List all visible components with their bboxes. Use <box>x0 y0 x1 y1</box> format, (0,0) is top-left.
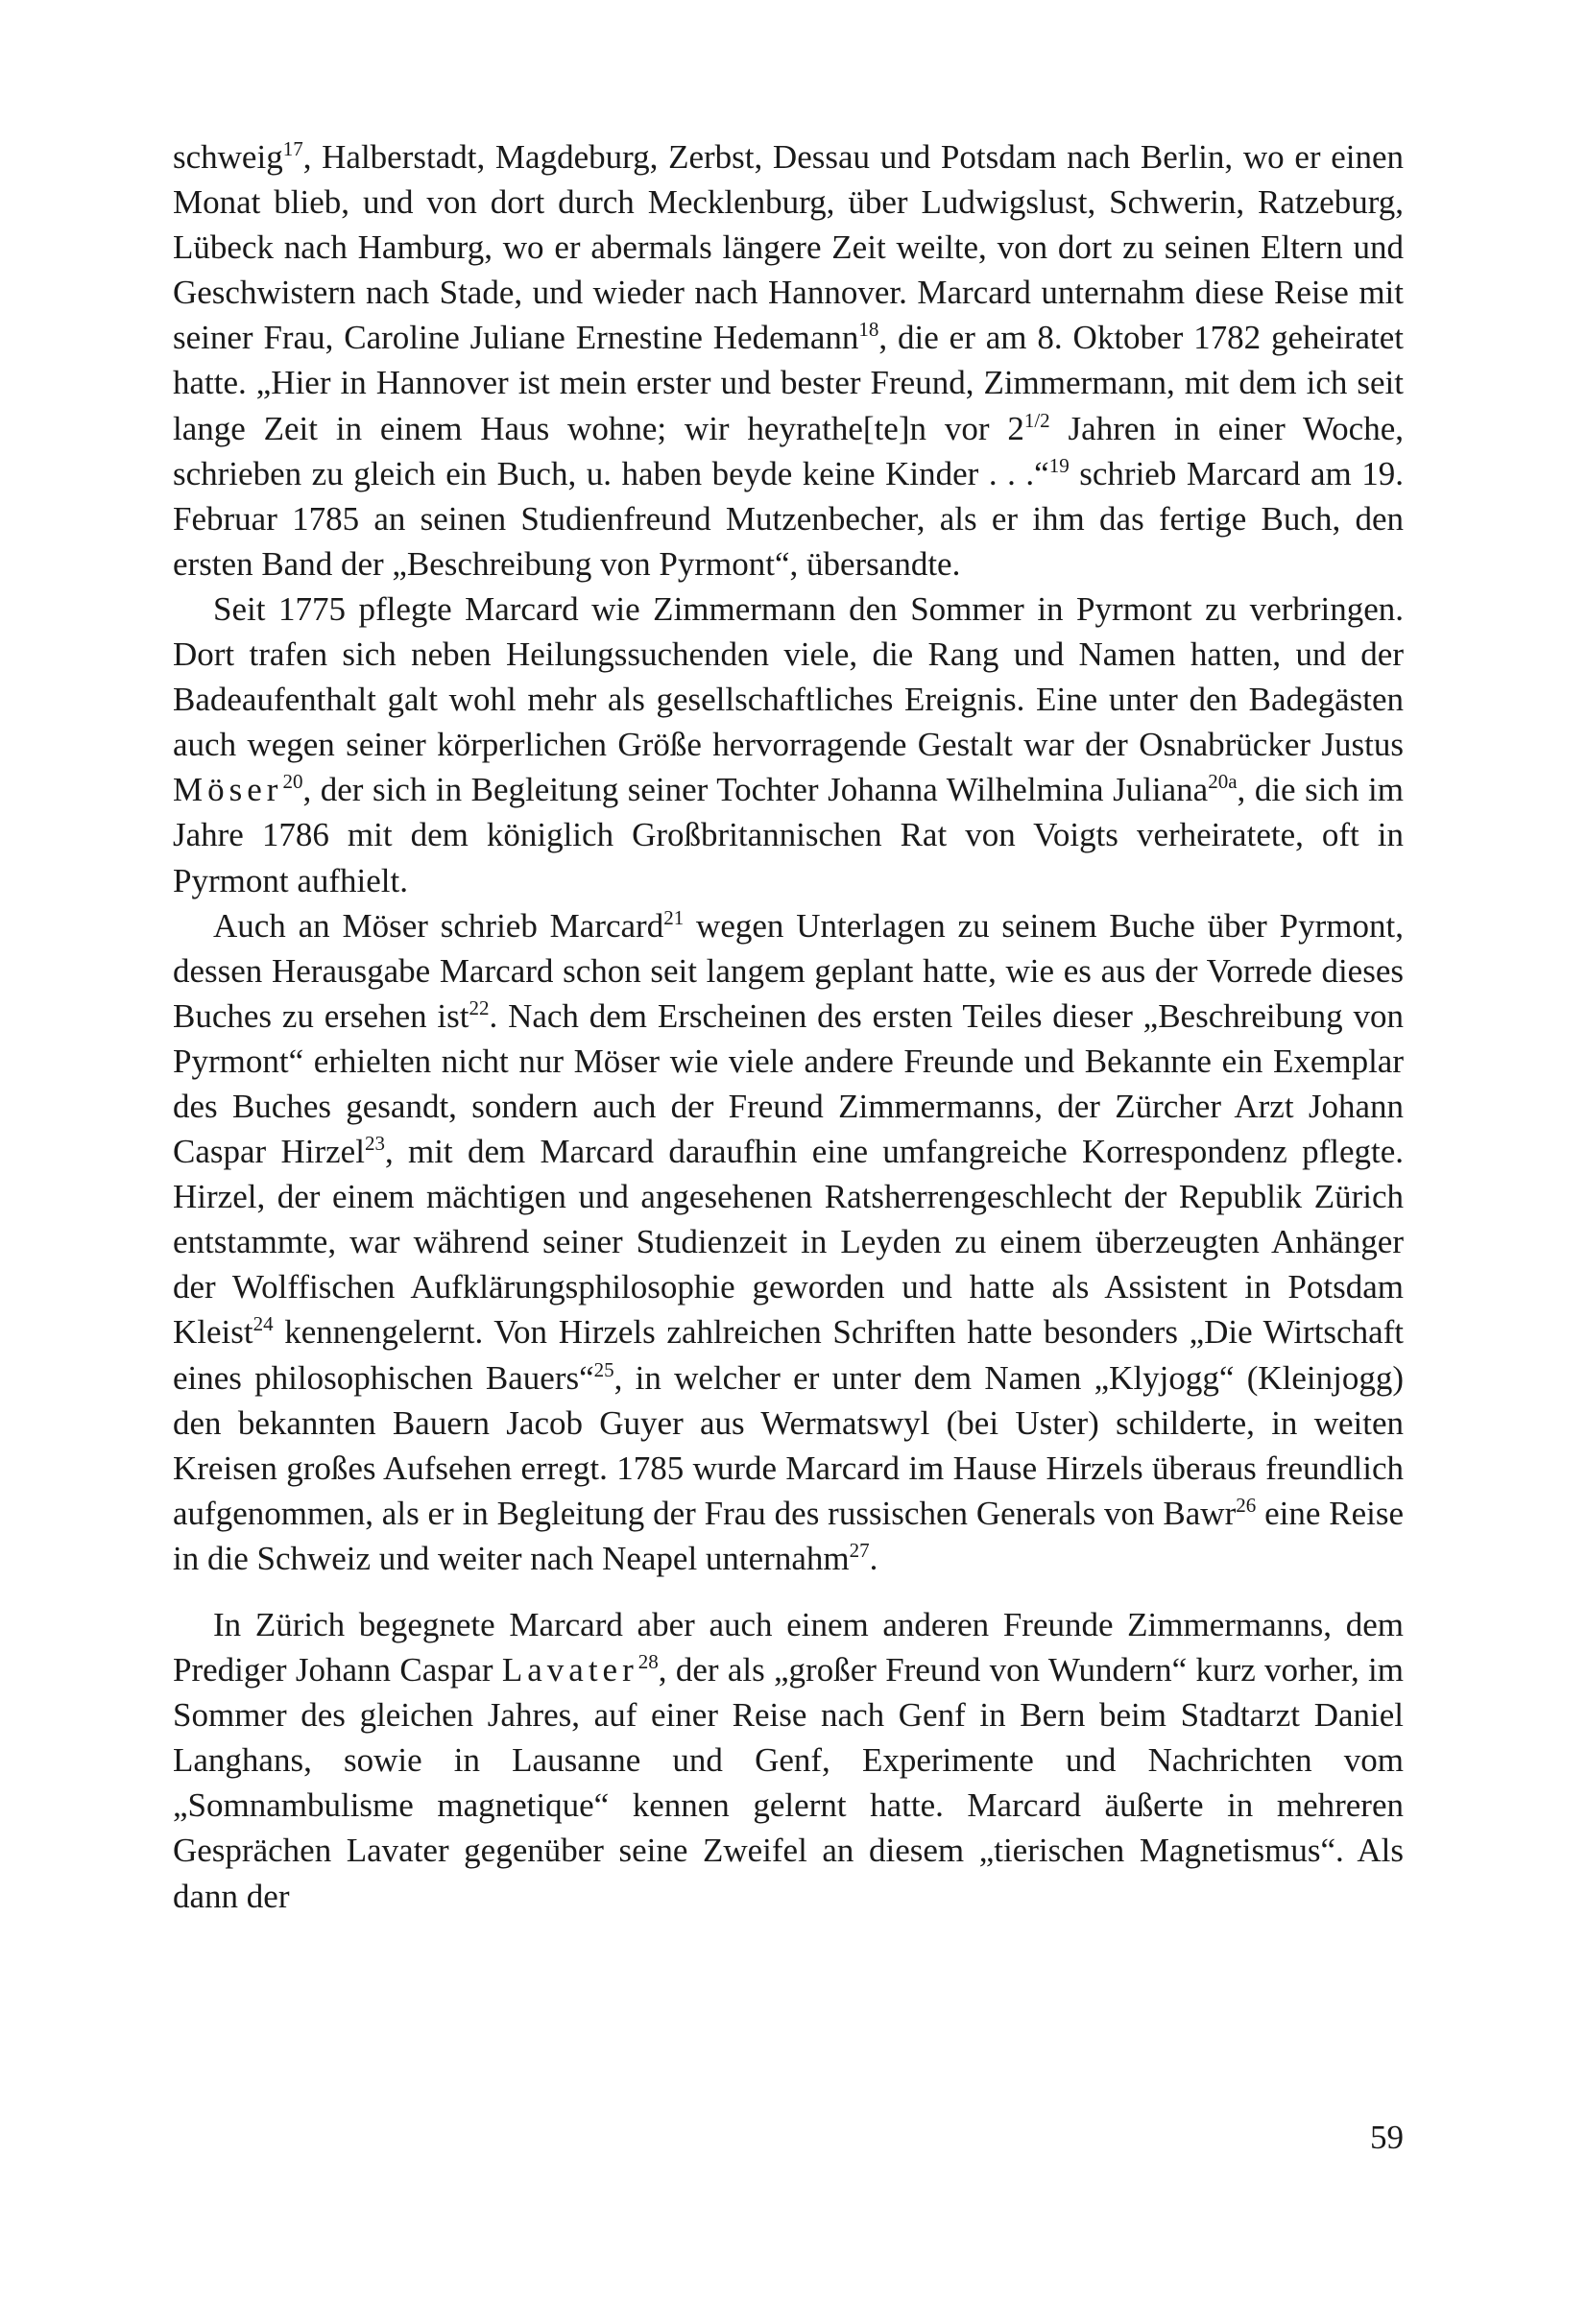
paragraph <box>173 134 1404 587</box>
text-run: kennengelernt. Von Hirzels zahlreichen Schriften hatte besonders „Die Wirtschaft eines philosophischen Bauers“ <box>173 1313 1404 1397</box>
footnote-ref: 23 <box>364 1132 385 1156</box>
footnote-ref: 28 <box>637 1650 659 1674</box>
footnote-ref: 19 <box>1048 453 1070 477</box>
footnote-ref: 24 <box>252 1312 274 1336</box>
text-run: In Zürich begegnete Marcard aber auch einem anderen Freunde Zimmermanns, dem Prediger Johann Caspar <box>173 1606 1404 1689</box>
text-run: , die sich im Jahre 1786 mit dem königlich Großbritannischen Rat von Voigts verheiratete, oft in Pyrmont aufhielt. <box>173 771 1404 899</box>
footnote-ref: 27 <box>849 1538 870 1562</box>
footnote-ref: 25 <box>593 1357 614 1381</box>
paragraph <box>173 903 1404 1581</box>
text-run: . <box>869 1539 878 1577</box>
text-run: . Nach dem Erscheinen des ersten Teiles dieser „Beschreibung von Pyrmont“ erhielten nicht nur Möser wie viele andere Freunde und Bekannte ein Exemplar des Buches gesandt, sondern auch der Freund Zimmermanns, der Zürcher Arzt Johann Caspar Hirzel <box>173 996 1404 1171</box>
text-run: , mit dem Marcard daraufhin eine umfangreiche Korrespondenz pflegte. Hirzel, der einem mächtigen und angesehenen Ratsherrengeschlecht der Republik Zürich entstammte, war während seiner Studienzeit in Leyden zu einem überzeugten Anhänger der Wolffischen Aufklärungsphilosophie geworden und hatte als Assistent in Potsdam Kleist <box>173 1133 1405 1352</box>
text-run: , der sich in Begleitung seiner Tochter Johanna Wilhelmina Juliana <box>302 771 1209 809</box>
text-run: wegen Unterlagen zu seinem Buche über Pyrmont, dessen Herausgabe Marcard schon seit langem geplant hatte, wie es aus der Vorrede dieses Buches zu ersehen ist <box>173 906 1404 1035</box>
spaced-name: Möser <box>173 771 283 809</box>
footnote-ref: 20 <box>282 770 303 794</box>
footnote-ref: 22 <box>469 995 490 1019</box>
text-run: , Halberstadt, Magdeburg, Zerbst, Dessau und Potsdam nach Berlin, wo er einen Monat blieb, und von dort durch Mecklenburg, über Ludwigslust, Schwerin, Ratzeburg, Lübeck nach Hamburg, wo er abermals längere Zeit weilte, von dort zu seinen Eltern und Geschwistern nach Stade, und wieder nach Hannover. Marcard unternahm diese Reise mit seiner Frau, Caroline Juliane Ernestine Hedemann <box>173 138 1404 357</box>
page-number: 59 <box>1370 2119 1404 2156</box>
footnote-ref: 21 <box>663 905 685 929</box>
footnote-ref: 20a <box>1208 770 1238 794</box>
footnote-ref: 17 <box>282 137 303 160</box>
footnote-ref: 1/2 <box>1023 408 1050 432</box>
text-run: , in welcher er unter dem Namen „Klyjogg“ (Kleinjogg) den bekannten Bauern Jacob Guyer aus Wermatswyl (bei Uster) schilderte, in weiten Kreisen großes Aufsehen erregt. 1785 wurde Marcard im Hause Hirzels überaus freundlich aufgenommen, als er in Begleitung der Frau des russischen Generals von Bawr <box>173 1358 1404 1532</box>
text-run: , der als „großer Freund von Wundern“ kurz vorher, im Sommer des gleichen Jahres, auf einer Reise nach Genf in Bern beim Stadtarzt Daniel Langhans, sowie in Lausanne und Genf, Experimente und Nachrichten vom „Somnambulisme magnetique“ kennen gelernt hatte. Marcard äußerte in mehreren Gesprächen Lavater gegenüber seine Zweifel an diesem „tierischen Magnetismus“. Als dann der <box>173 1651 1404 1915</box>
paragraph <box>173 587 1404 903</box>
footnote-ref: 18 <box>858 318 879 342</box>
text-run: Seit 1775 pflegte Marcard wie Zimmermann den Sommer in Pyrmont zu verbringen. Dort trafen sich neben Heilungssuchenden viele, die Rang und Namen hatten, und der Badeaufenthalt galt wohl mehr als gesellschaftliches Ereignis. Eine unter den Badegästen auch wegen seiner körperlichen Größe hervorragende Gestalt war der Osnabrücker Justus <box>173 589 1404 764</box>
text-run: schrieb Marcard am 19. Februar 1785 an seinen Studienfreund Mutzenbecher, als er ihm das fertige Buch, den ersten Band der „Beschreibung von Pyrmont“, übersandte. <box>173 454 1404 583</box>
text-run: Jahren in einer Woche, schrieben zu gleich ein Buch, u. haben beyde keine Kinder . . .“ <box>173 409 1405 492</box>
text-run: schweig <box>173 138 283 176</box>
text-run: eine Reise in die Schweiz und weiter nach Neapel unternahm <box>173 1494 1404 1577</box>
footnote-ref: 26 <box>1236 1493 1257 1517</box>
book-page <box>173 134 1404 1919</box>
spaced-name: Lavater <box>501 1651 638 1689</box>
paragraph <box>173 1602 1404 1919</box>
text-run: , die er am 8. Oktober 1782 geheiratet hatte. „Hier in Hannover ist mein erster und bester Freund, Zimmermann, mit dem ich seit lange Zeit in einem Haus wohne; wir heyrathe[te]n vor 2 <box>173 319 1404 447</box>
text-run: Auch an Möser schrieb Marcard <box>213 906 664 945</box>
